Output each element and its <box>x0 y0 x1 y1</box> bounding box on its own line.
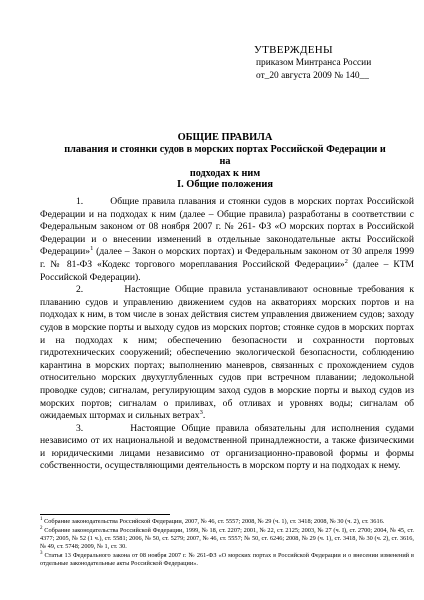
footnote-mark: 1 <box>40 516 43 522</box>
paragraph-text: (далее – Закон о морских портах) и Федеральным законом от 30 апреля 1999 г. № 81-ФЗ «Кодекс торгового мореплавания Российской Федерации» <box>40 246 414 270</box>
paragraph-number: 2. <box>76 284 84 296</box>
approval-date: от_20 августа 2009 № 140__ <box>256 71 369 81</box>
paragraph-text: Настоящие Общие правила обязательны для исполнения судами независимо от их национальной и ведомственной принадлежности, а также физическими и юридическими лицами независимо от организационно-правовой формы и формы собственности, осуществляющими деятельность в морском порту и на подходах к нему. <box>40 422 414 472</box>
footnote-text: Собрание законодательства Российской Федерации, 2007, № 46, ст. 5557; 2008, № 29 (ч. 1), ст. 3418; 2008, № 30 (ч. 2), ст. 3616. <box>44 518 385 525</box>
footnote-ref[interactable]: 3 <box>199 408 203 416</box>
footnote-text: Собрание законодательства Российской Федерации, 1999, № 18, ст. 2207; 2001, № 22, ст. 2125; 2003, № 27 (ч. I), ст. 2700; 2004, № 45, ст. 4377; 2005, № 52 (1 ч.), ст. 5581; 2006, № 50, ст. 5279; 2007, № 46, ст. 5557; № 50, ст. 6246; 2008, № 29 (ч. 1), ст. 3418, № 30 (ч. 2), ст. 3616, № 49, ст. 5748; 2009, № 1, ст. 30. <box>40 526 414 550</box>
title-line-3: подходах к ним <box>189 168 261 179</box>
document-body <box>40 196 414 473</box>
paragraph-text: . <box>202 410 206 422</box>
footnote-mark: 3 <box>40 550 43 556</box>
approval-heading: УТВЕРЖДЕНЫ <box>254 44 333 56</box>
footnote-mark: 2 <box>40 525 43 531</box>
footnote-3 <box>40 552 414 568</box>
paragraph-text: Настоящие Общие правила устанавливают основные требования к плаванию судов и управлению движением судов на акваториях морских портов и на подходах к ним, в том числе в зонах действия систем управления движением судов; заходу судов в морские порты и выходу судов из морских портов; стоянке судов в морских портах и на подходах к ним; обеспечению безопасности и сохранности портовых гидротехнических сооружений; обеспечению экологической безопасности, соблюдению карантина в морских портах; выполнению маневров, связанных с прохождением судов относительно морских двухуглубленных судов при встречном плавании; ледокольной проводке судов; сигналам, регулирующим заход судов в морские порты и выход судов из морских портов; сигналам о приливах, об отливах и уровнях воды; сигналам об ожидаемых штормах и сильных ветрах <box>40 284 415 422</box>
footnote-text: Статья 13 Федерального закона от 08 ноября 2007 г. № 261-ФЗ «О морских портах в Российской Федерации и о внесении изменений в отдельные законодательные акты Российской Федерации». <box>40 551 415 567</box>
footnote-divider <box>40 514 170 515</box>
paragraph-number: 3. <box>76 422 84 434</box>
approval-stamp <box>253 44 371 83</box>
paragraph-2 <box>40 284 414 423</box>
section-heading: I. Общие положения <box>177 179 273 190</box>
paragraph-3 <box>40 423 414 473</box>
approval-order: приказом Минтранса России <box>256 58 372 68</box>
footnotes <box>40 518 414 568</box>
footnote-2 <box>40 527 414 551</box>
paragraph-text: Общие правила плавания и стоянки судов в морских портах Российской Федерации и на подходах к ним (далее – Общие правила) разработаны в соответствии с Федеральным законом от 08 ноября 2007 г. № 261- ФЗ «О морских портах в Российской Федерации и о внесении изменений в отдельные законодательные акты Российской Федерации» <box>40 196 414 258</box>
footnote-ref[interactable]: 2 <box>344 257 348 265</box>
title-line-2: плавания и стоянки судов в морских портах Российской Федерации и на <box>64 144 386 167</box>
title-main: ОБЩИЕ ПРАВИЛА <box>177 132 273 143</box>
footnote-ref[interactable]: 1 <box>90 245 94 253</box>
document-title <box>60 132 390 180</box>
paragraph-1 <box>40 196 414 284</box>
paragraph-text: (далее – КТМ Российской Федерации). <box>40 258 414 283</box>
footnote-1 <box>40 518 414 526</box>
paragraph-number: 1. <box>76 196 84 207</box>
